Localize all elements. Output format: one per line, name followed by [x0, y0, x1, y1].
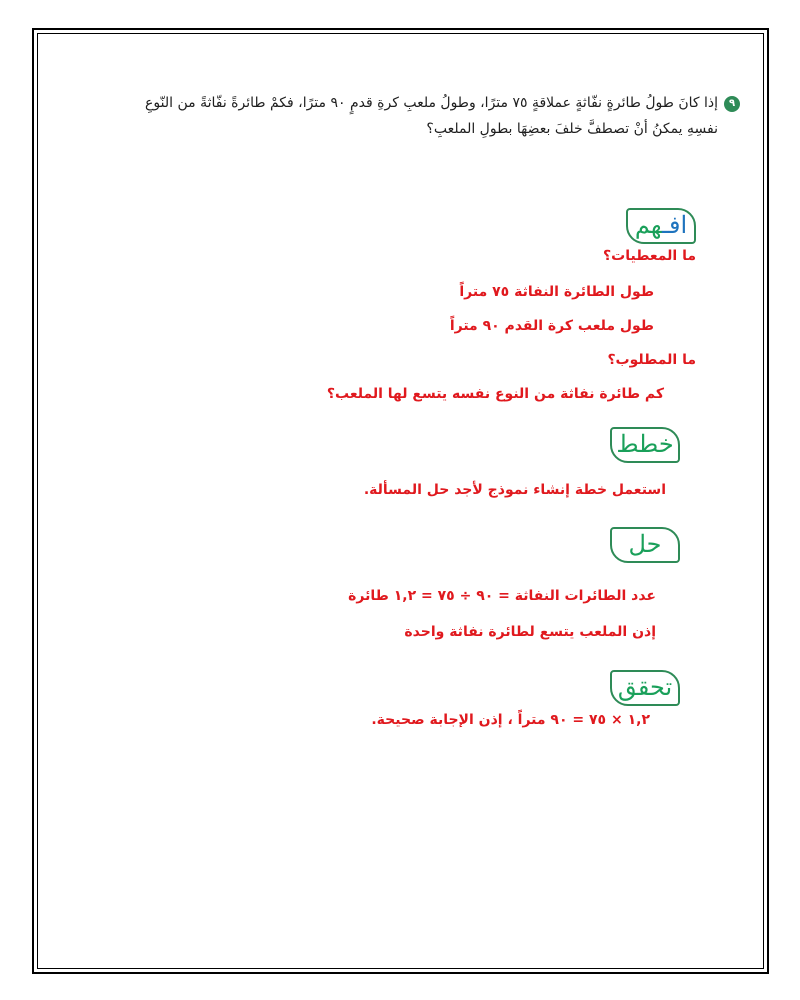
understand-title-part-a: افـ [661, 211, 688, 239]
required-question: كم طائرة نفاثة من النوع نفسه يتسع لها الملعب؟ [326, 386, 664, 402]
plan-section-tag: خطط [610, 427, 680, 463]
problem-statement [118, 90, 736, 142]
solve-line-1: عدد الطائرات النفاثة = ٩٠ ÷ ٧٥ = ١,٢ طائرة [348, 588, 656, 604]
problem-line-1: إذا كانَ طولُ طائرةٍ نفّاثةٍ عملاقةٍ ٧٥ مترًا، وطولُ ملعبِ كرةِ قدمٍ ٩٠ مترًا، فكمْ طائرةً نفّاثةً من النّوعِ [145, 95, 718, 111]
check-text: ١,٢ × ٧٥ = ٩٠ متراً ، إذن الإجابة صحيحة. [371, 712, 650, 728]
page-inner-border [37, 33, 764, 969]
plan-text: استعمل خطة إنشاء نموذج لأجد حل المسألة. [363, 482, 666, 498]
problem-line-2: نفسِهِ يمكنُ أنْ تصطفَّ خلفَ بعضِهَا بطولِ الملعبِ؟ [426, 121, 718, 137]
given-heading: ما المعطيات؟ [603, 248, 696, 264]
solve-section-tag: حل [610, 527, 680, 563]
understand-title-part-b: هم [634, 211, 662, 239]
understand-section-tag [626, 208, 696, 244]
required-heading: ما المطلوب؟ [607, 352, 696, 368]
question-number-badge: ٩ [724, 96, 740, 112]
given-item-1: طول الطائرة النفاثة ٧٥ متراً [459, 284, 654, 300]
solve-line-2: إذن الملعب يتسع لطائرة نفاثة واحدة [404, 624, 656, 640]
given-item-2: طول ملعب كرة القدم ٩٠ متراً [449, 318, 654, 334]
check-section-tag: تحقق [610, 670, 680, 706]
